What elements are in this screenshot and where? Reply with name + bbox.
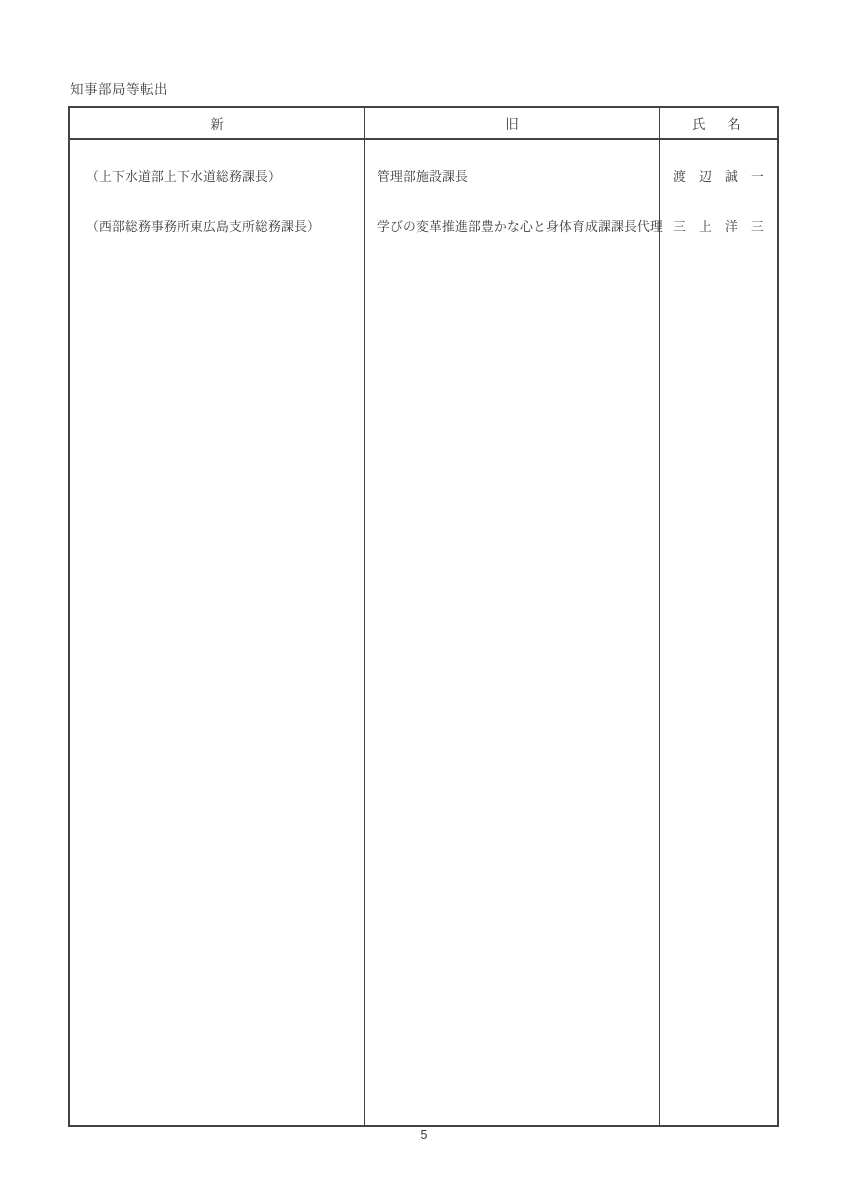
column-name xyxy=(660,140,777,1125)
column-header-old: 旧 xyxy=(365,108,660,138)
table-header-row xyxy=(70,108,777,140)
section-title: 知事部局等転出 xyxy=(70,82,168,97)
cell-old-row-0: 管理部施設課長 xyxy=(377,169,468,184)
column-old xyxy=(365,140,663,1125)
table-body xyxy=(70,140,777,1125)
transfer-table xyxy=(68,106,779,1127)
cell-old-row-1: 学びの変革推進部豊かな心と身体育成課課長代理 xyxy=(377,219,663,234)
column-header-name: 氏 名 xyxy=(692,117,745,132)
cell-new-row-0: （上下水道部上下水道総務課長） xyxy=(86,169,281,184)
cell-name-row-1: 三 上 洋 三 xyxy=(673,219,764,234)
cell-new-row-1: （西部総務事務所東広島支所総務課長） xyxy=(86,219,320,234)
page-number: 5 xyxy=(420,1128,428,1142)
column-new xyxy=(70,140,365,1125)
cell-name-row-0: 渡 辺 誠 一 xyxy=(673,169,764,184)
column-header-new: 新 xyxy=(70,108,365,138)
